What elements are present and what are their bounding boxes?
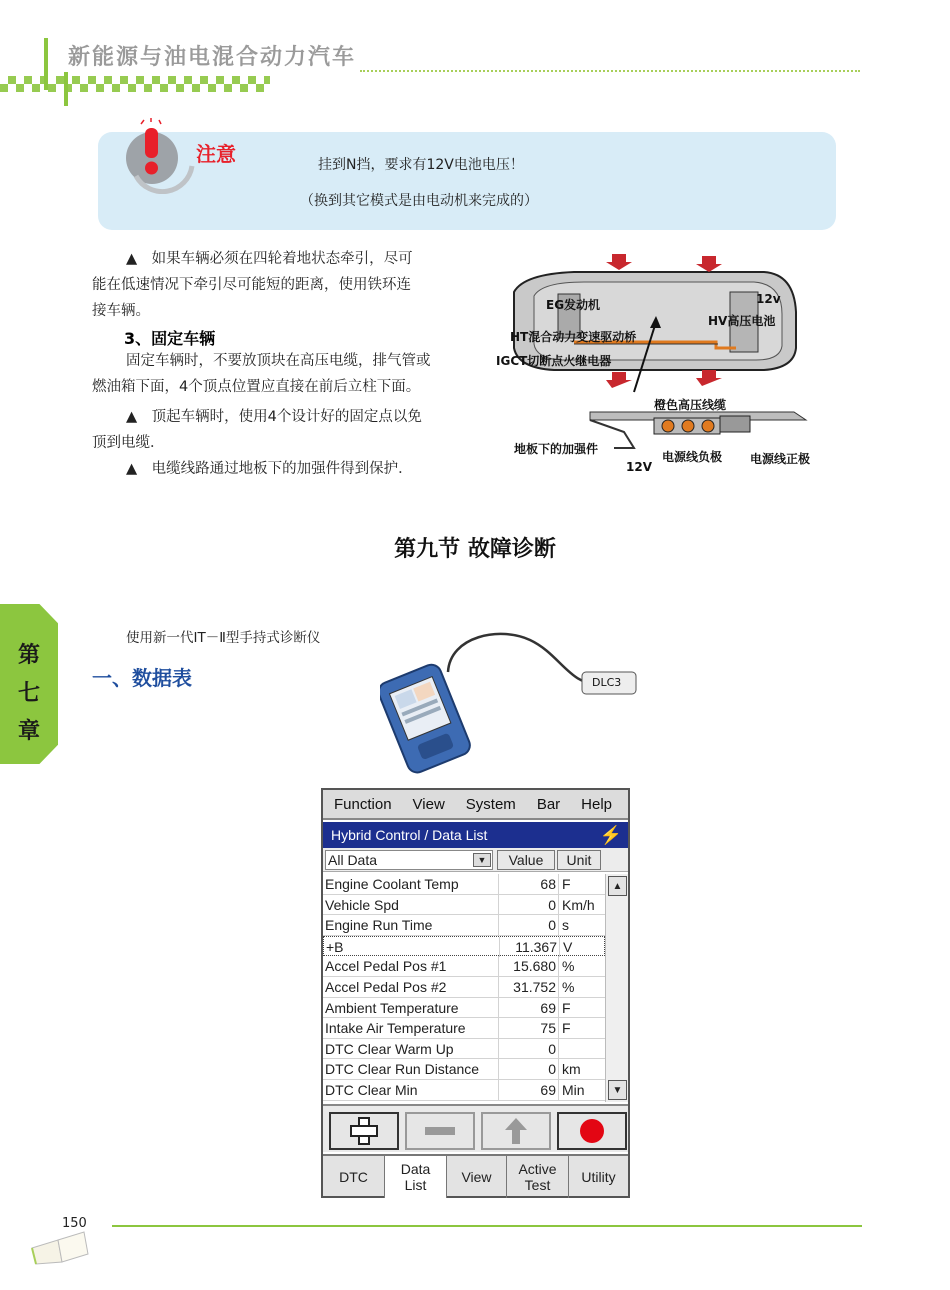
chapter-char-3: 章 [17,719,40,744]
row-value: 69 [499,1080,559,1100]
table-row[interactable] [323,998,605,1019]
menu-help[interactable]: Help [581,795,613,813]
tab-active-test[interactable]: Active Test [507,1156,569,1198]
column-header-value[interactable]: Value [497,850,555,870]
chapter-char-1: 第 [17,643,40,668]
para-tow-line-3: 接车辆。 [92,303,150,319]
menu-bar[interactable]: Bar [536,795,561,813]
tab-dtc[interactable]: DTC [323,1156,385,1198]
chapter-char-2: 七 [17,681,40,706]
add-button[interactable] [329,1112,399,1150]
arrow-up-icon [483,1114,549,1148]
table-row[interactable] [323,1059,605,1080]
scroll-up-icon[interactable]: ▲ [608,876,627,896]
header-dotted-rule [360,70,860,72]
tester-action-bar [323,1104,628,1152]
scrollbar[interactable] [605,874,628,1102]
label-hybrid-transaxle: HT混合动力变速驱动桥 [510,330,637,344]
para-cable-line: ▲ 电缆线路通过地板下的加强件得到保护． [126,461,413,477]
footer-rule [112,1225,862,1227]
row-value: 0 [499,915,559,935]
tab-view[interactable]: View [447,1156,507,1198]
label-12v-bottom: 12V [626,460,652,474]
table-row[interactable] [323,874,605,895]
data-filter-value: All Data [328,852,378,868]
row-name: Ambient Temperature [325,998,499,1018]
tester-menubar [323,790,628,820]
minus-icon [407,1114,473,1148]
row-value: 0 [499,1059,559,1079]
row-unit [561,1039,603,1059]
table-row[interactable] [323,895,605,916]
notice-label: 注意 [196,142,236,166]
row-unit: % [562,958,575,975]
tab-data-list[interactable]: Data List [385,1156,447,1198]
row-name: Accel Pedal Pos #1 [325,956,499,976]
menu-system[interactable]: System [465,795,516,813]
para-jack-line-1: ▲ 顶起车辆时，使用4个设计好的固定点以免 [126,409,422,425]
label-orange-cable: 橙色高压线缆 [654,398,727,412]
record-button[interactable] [557,1112,627,1150]
row-name: +B [326,937,500,957]
dlc3-connector-label: DLC3 [592,676,622,689]
row-unit: V [563,938,573,955]
row-name: Intake Air Temperature [325,1018,499,1038]
row-unit: F [562,876,571,892]
page-number: 150 [62,1216,87,1231]
handheld-tester-figure [380,626,650,776]
data-list-header [323,848,628,872]
tester-tab-bar [323,1154,628,1196]
label-hv-battery: HV高压电池 [708,314,776,328]
row-unit: Min [562,1081,585,1098]
section-title: 第九节 故障诊断 [394,537,556,562]
warning-icon [122,118,198,194]
row-unit: s [562,917,569,934]
tool-caption: 使用新一代IT－Ⅱ型手持式诊断仪 [126,630,321,646]
row-name: Engine Run Time [325,915,499,935]
row-value: 0 [499,1039,559,1059]
label-12v-top: 12v [756,292,781,306]
move-up-button[interactable] [481,1112,551,1150]
para-tow-line-1: ▲ 如果车辆必须在四轮着地状态牵引，尽可 [126,251,413,267]
table-row[interactable] [323,1039,605,1060]
table-row[interactable] [323,1018,605,1039]
notice-line-2: （换到其它模式是由电动机来完成的） [300,193,538,209]
row-name: DTC Clear Run Distance [325,1059,499,1079]
table-row[interactable] [323,1080,605,1101]
tester-titlebar [323,822,628,848]
subheading-fix-vehicle: 3、固定车辆 [124,329,216,348]
row-value: 75 [499,1018,559,1038]
para-tow-line-2: 能在低速情况下牵引尽可能短的距离，使用铁环连 [92,277,411,293]
tester-screen [321,788,630,1198]
table-row[interactable] [323,915,605,936]
row-name: Engine Coolant Temp [325,874,499,894]
row-name: DTC Clear Warm Up [325,1039,499,1059]
chevron-down-icon[interactable]: ▼ [473,853,491,867]
row-unit: F [562,999,571,1016]
column-header-unit[interactable]: Unit [557,850,601,870]
record-icon [559,1114,625,1148]
menu-function[interactable]: Function [334,795,392,813]
plus-icon [331,1114,397,1148]
row-name: DTC Clear Min [325,1080,499,1100]
table-row[interactable] [323,977,605,998]
lightning-icon: ⚡ [599,825,622,845]
label-floor-reinforcement: 地板下的加强件 [514,442,599,456]
table-row[interactable] [323,956,605,977]
row-unit: F [562,1020,571,1037]
book-title: 新能源与油电混合动力汽车 [68,45,357,70]
row-value: 0 [499,895,559,915]
table-row-selected[interactable] [323,936,605,957]
row-unit: km [562,1061,581,1078]
label-negative-line: 电源线负极 [662,450,723,464]
row-name: Accel Pedal Pos #2 [325,977,499,997]
label-positive-line: 电源线正极 [750,452,811,466]
menu-view[interactable]: View [412,795,445,813]
remove-button[interactable] [405,1112,475,1150]
row-value: 68 [499,874,559,894]
row-value: 69 [499,998,559,1018]
row-value: 31.752 [499,977,559,997]
notice-line-1: 挂到N挡，要求有12V电池电压！ [318,157,524,173]
row-value: 15.680 [499,956,559,976]
data-list-rows [323,874,605,1101]
scroll-down-icon[interactable]: ▼ [608,1080,627,1100]
header-checker-pattern [0,76,270,92]
label-igct-relay: IGCT切断点火继电器 [496,354,612,368]
row-name: Vehicle Spd [325,895,499,915]
para-fix-line-2: 燃油箱下面，4个顶点位置应直接在前后立柱下面。 [92,379,421,395]
row-unit: % [562,978,575,995]
label-engine: EG发动机 [546,298,601,312]
data-table-heading: 一、数据表 [92,666,192,690]
diagnostic-tool-illustration [380,626,650,776]
para-fix-line-1: 固定车辆时，不要放顶块在高压电缆，排气管或 [126,353,431,369]
data-filter-dropdown[interactable] [325,850,493,870]
tester-title: Hybrid Control / Data List [331,827,488,843]
vehicle-lift-diagram [494,252,834,482]
row-value: 11.367 [500,937,560,957]
para-jack-line-2: 顶到电缆． [92,435,165,451]
row-unit: Km/h [562,896,595,913]
tab-utility[interactable]: Utility [581,1169,616,1185]
